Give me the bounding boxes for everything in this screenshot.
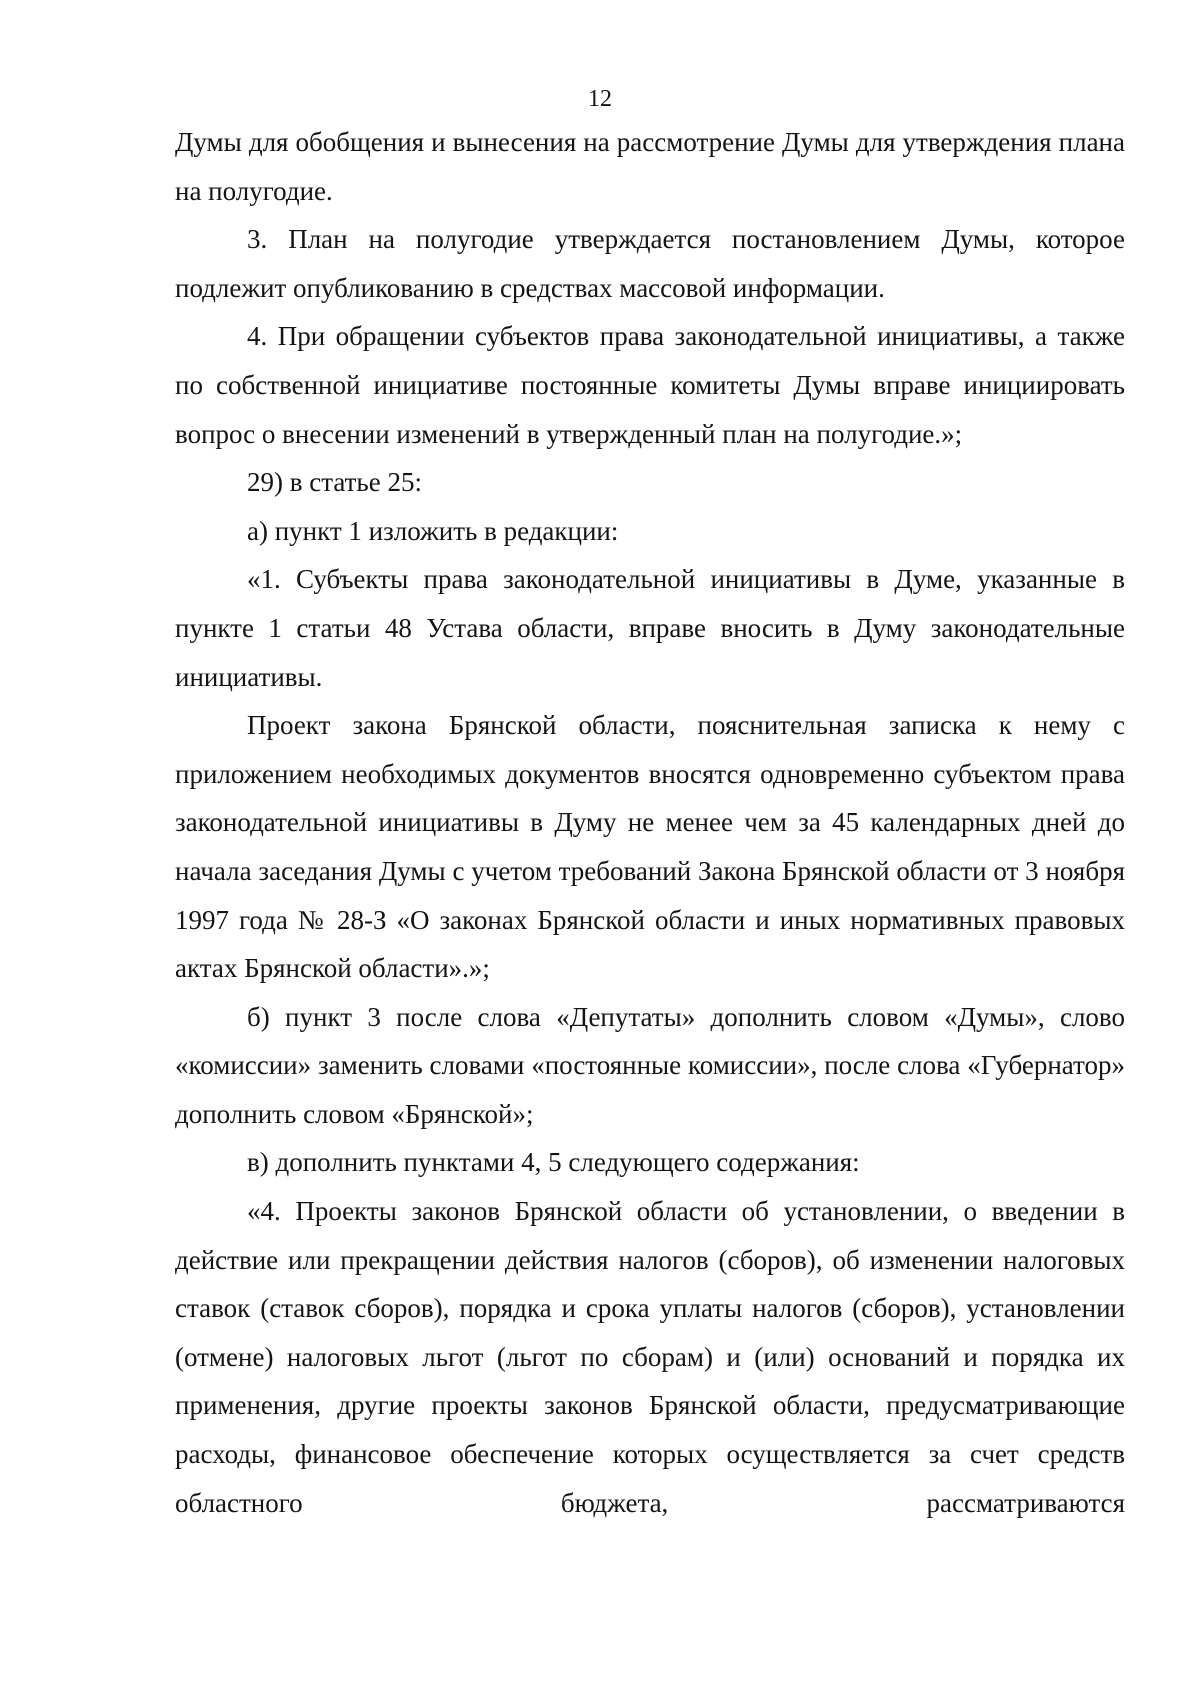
paragraph-quoted-item-1: «1. Субъекты права законодательной инициативы в Думе, указанные в пункте 1 статьи 48 Устава области, вправе вносить в Думу законодательные инициативы.	[175, 564, 1125, 692]
document-body	[175, 118, 1125, 1527]
paragraph-quoted-item-4: «4. Проекты законов Брянской области об установлении, о введении в действие или прекращении действия налогов (сборов), об изменении налоговых ставок (ставок сборов), порядка и срока уплаты налогов (сборов), установлении (отмене) налоговых льгот (льгот по сборам) и (или) оснований и порядка их применения, другие проекты законов Брянской области, предусматривающие расходы, финансовое обеспечение которых осуществляется за счет средств областного бюджета, рассматриваются	[175, 1196, 1125, 1518]
paragraph-bill-submission: Проект закона Брянской области, пояснительная записка к нему с приложением необходимых документов вносятся одновременно субъектом права законодательной инициативы в Думу не менее чем за 45 календарных дней до начала заседания Думы с учетом требований Закона Брянской области от 3 ноября 1997 года № 28-З «О законах Брянской области и иных нормативных правовых актах Брянской области».»;	[175, 710, 1125, 984]
paragraph-item-3: 3. План на полугодие утверждается постановлением Думы, которое подлежит опубликованию в средствах массовой информации.	[175, 224, 1125, 303]
paragraph-subitem-a: а) пункт 1 изложить в редакции:	[247, 515, 619, 546]
paragraph-item-4: 4. При обращении субъектов права законодательной инициативы, а также по собственной инициативе постоянные комитеты Думы вправе инициировать вопрос о внесении изменений в утвержденный план на полугодие.»;	[175, 321, 1125, 449]
paragraph-subitem-b: б) пункт 3 после слова «Депутаты» дополнить словом «Думы», слово «комиссии» заменить словами «постоянные комиссии», после слова «Губернатор» дополнить словом «Брянской»;	[175, 1001, 1125, 1129]
paragraph-subitem-v: в) дополнить пунктами 4, 5 следующего содержания:	[247, 1147, 860, 1178]
page-number: 12	[588, 86, 612, 112]
paragraph-article-25: 29) в статье 25:	[247, 467, 422, 498]
paragraph-continuation: Думы для обобщения и вынесения на рассмотрение Думы для утверждения плана на полугодие.	[175, 127, 1125, 206]
